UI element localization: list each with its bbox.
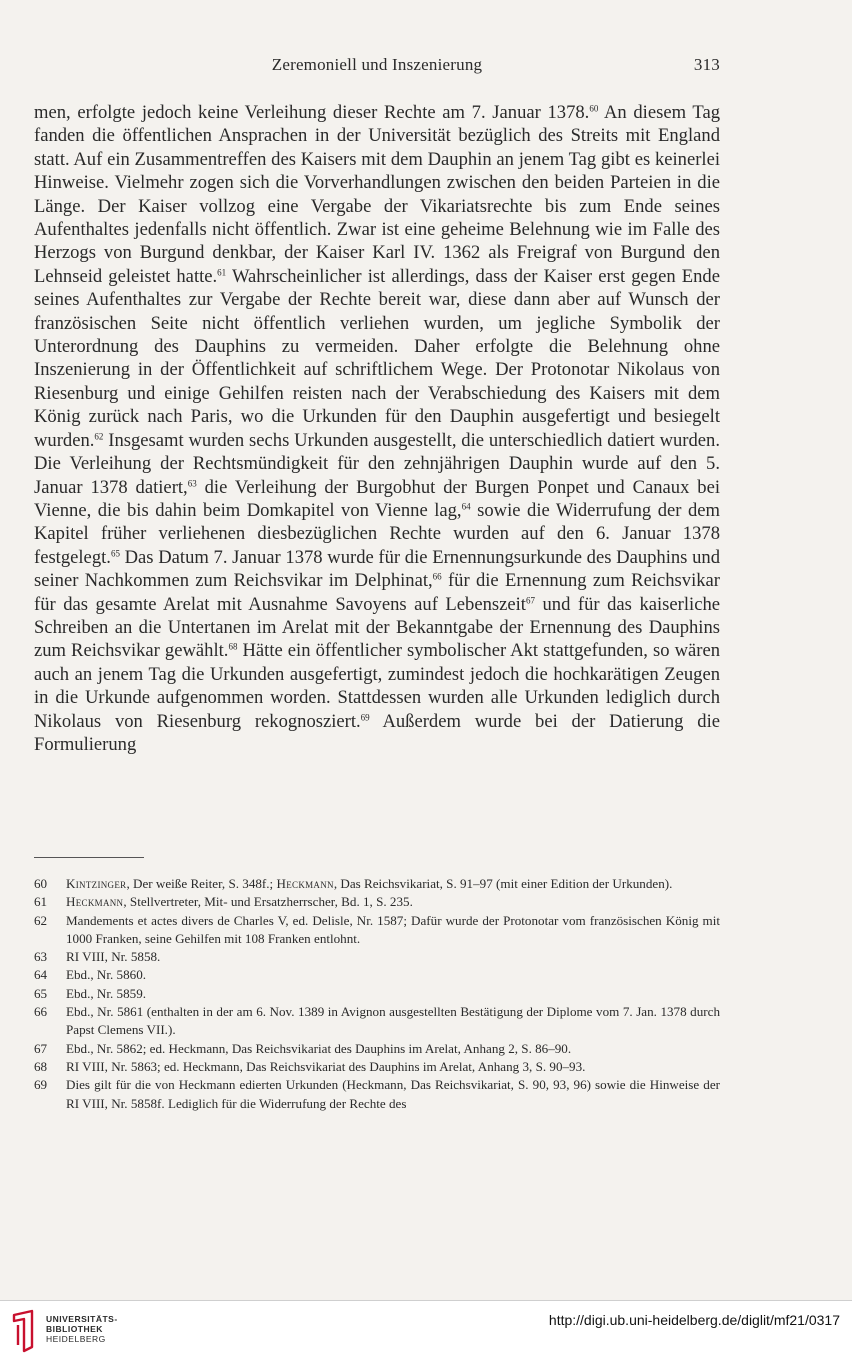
citation-text: , Stellvertreter, Mit- und Ersatzherrscher, Bd. 1, S. 235. [123, 894, 413, 910]
footnote-66 [34, 1003, 720, 1040]
footnote-ref-64[interactable]: 64 [461, 501, 471, 512]
library-name-line: BIBLIOTHEK [46, 1324, 103, 1334]
university-library-logo-icon[interactable] [10, 1307, 38, 1353]
footnote-ref-68[interactable]: 68 [228, 641, 238, 652]
footnote-text [66, 875, 720, 893]
permalink-url[interactable]: http://digi.ub.uni-heidelberg.de/diglit/mf21/0317 [548, 1312, 840, 1328]
footnote-number: 63 [34, 949, 48, 965]
text-run: Wahrscheinlicher ist allerdings, dass der Kaiser erst gegen Ende seines Aufenthaltes zur Vergabe der Rechte bereit war, diese dann aber auf Wunsch der französischen Seite nicht öffentlich verliehen wurden, um jegliche Symbolik der Unterordnung des Dauphins zu vermeiden. Daher erfolgte die Belehnung ohne Inszenierung in der Öffentlichkeit auf schriftlichem Wege. Der Protonotar Nikolaus von Riesenburg und einige Gehilfen reisten nach der Verabschiedung des Kaisers mit dem König zurück nach Paris, wo die Urkunden für den Dauphin ausgefertigt und besiegelt wurden. [34, 265, 720, 451]
footnote-text [66, 893, 720, 911]
footnotes [34, 875, 720, 1113]
footnote-ref-60[interactable]: 60 [589, 103, 599, 114]
footnote-text: Ebd., Nr. 5861 (enthalten in der am 6. Nov. 1389 in Avignon ausgestellten Bestätigung der Diplome vom 7. Jan. 1378 durch Papst Clemens VII.). [66, 1004, 720, 1038]
footnote-64 [34, 966, 720, 984]
footnote-text: Ebd., Nr. 5860. [66, 967, 147, 983]
footnote-number: 65 [34, 985, 48, 1001]
footnote-text: RI VIII, Nr. 5858. [66, 949, 161, 965]
text-run: An diesem Tag fanden die öffentlichen Ansprachen in der Universität bezüglich des Streits mit England statt. Auf ein Zusammentreffen des Kaisers mit dem Dauphin an jenem Tag gibt es keinerlei Hinweise. Vielmehr zogen sich die Vorverhandlungen zwischen den beiden Parteien in die Länge. Der Kaiser vollzog eine Vergabe der Vikariatsrechte bis zum Ende seines Aufenthaltes jedenfalls nicht öffentlich. Zwar ist eine geheime Belehnung wie im Falle des Herzogs von Burgund denkbar, der Kaiser Karl IV. 1362 als Freigraf von Burgund den Lehnseid geleistet hatte. [34, 102, 721, 287]
body-paragraph [34, 101, 720, 756]
footnote-61 [34, 893, 720, 911]
text-run: men, erfolgte jedoch keine Verleihung dieser Rechte am 7. Januar 1378. [34, 102, 590, 123]
footnote-ref-66[interactable]: 66 [432, 571, 442, 582]
footnote-number: 62 [34, 912, 48, 928]
viewer-footer [0, 1300, 852, 1363]
page-number: 313 [693, 55, 720, 74]
footnote-ref-65[interactable]: 65 [110, 547, 120, 558]
footnote-67 [34, 1040, 720, 1058]
footnote-ref-67[interactable]: 67 [525, 594, 535, 605]
footnote-60 [34, 875, 720, 893]
footnote-62 [34, 912, 720, 949]
text-run: Insgesamt wurden sechs Urkunden ausgestellt, die unterschiedlich datiert wurden. Die Verleihung der Rechtsmündigkeit für den zehnjährigen Dauphin wurde auf den 5. Januar 1378 datiert, [34, 429, 720, 498]
citation-text: , Der weiße Reiter, S. 348f.; [126, 876, 277, 891]
footnote-63 [34, 948, 720, 966]
footnote-text: Ebd., Nr. 5859. [66, 985, 147, 1001]
citation-text: , Das Reichsvikariat, S. 91–97 (mit einer Edition der Urkunden). [333, 876, 673, 891]
text-run: für die Ernennung zum Reichsvikar für das gesamte Arelat mit Ausnahme Savoyens auf Lebenszeit [34, 570, 720, 615]
text-run: Hätte ein öffentlicher symbolischer Akt stattgefunden, so wären auch an jenem Tag die Urkunden ausgefertigt, zumindest jedoch die hochkarätigen Zeugen in die Urkunde aufgenommen worden. Stattdessen wurden alle Urkunden lediglich durch Nikolaus von Riesenburg rekognosziert. [34, 640, 720, 732]
footnote-ref-63[interactable]: 63 [187, 477, 197, 488]
footnote-number: 69 [34, 1077, 48, 1093]
footnote-text: Ebd., Nr. 5862; ed. Heckmann, Das Reichsvikariat des Dauphins im Arelat, Anhang 2, S. 86–90. [66, 1040, 572, 1056]
footnote-65 [34, 985, 720, 1003]
library-name[interactable] [46, 1314, 118, 1344]
running-title: Zeremoniell und Inszenierung [271, 55, 483, 74]
footnote-ref-61[interactable]: 61 [217, 267, 227, 278]
page-header [34, 55, 720, 79]
footnote-number: 67 [34, 1040, 48, 1056]
footnote-68 [34, 1058, 720, 1076]
main-text [34, 101, 720, 756]
library-name-line: HEIDELBERG [46, 1334, 106, 1344]
text-run: Außerdem wurde bei der Datierung die Formulierung [34, 710, 720, 755]
footnote-number: 68 [34, 1058, 48, 1074]
footnote-number: 60 [34, 876, 48, 891]
footnote-divider [34, 857, 144, 858]
footnote-ref-62[interactable]: 62 [94, 430, 104, 441]
footnote-number: 64 [34, 967, 48, 983]
author-name: Heckmann [66, 894, 124, 910]
text-run: und für das kaiserliche Schreiben an die Untertanen im Arelat mit der Bekanntgabe der Ernennung des Dauphins zum Reichsvikar gewählt. [34, 593, 720, 662]
footnote-ref-69[interactable]: 69 [360, 711, 370, 722]
text-run: die Verleihung der Burgobhut der Burgen Ponpet und Canaux bei Vienne, die bis dahin beim Domkapitel von Vienne lag, [34, 476, 721, 521]
footnote-number: 66 [34, 1004, 48, 1020]
footnote-text: Dies gilt für die von Heckmann edierten Urkunden (Heckmann, Das Reichsvikariat, S. 90, 93, 96) sowie die Hinweise der RI VIII, Nr. 5858f. Lediglich für die Widerrufung der Rechte des [66, 1077, 720, 1111]
library-name-line: UNIVERSITÄTS- [46, 1314, 118, 1324]
footnote-text: Mandements et actes divers de Charles V, ed. Delisle, Nr. 1587; Dafür wurde der Protonotar vom französischen König mit 1000 Franken, seine Gehilfen mit 108 Franken entlohnt. [66, 912, 720, 946]
author-name: Heckmann [276, 876, 334, 891]
footnote-69 [34, 1076, 720, 1113]
text-run: sowie die Widerrufung der dem Kapitel früher verliehenen diesbezüglichen Rechte wurden auf den 6. Januar 1378 festgelegt. [34, 499, 721, 568]
footnote-text: RI VIII, Nr. 5863; ed. Heckmann, Das Reichsvikariat des Dauphins im Arelat, Anhang 3, S. 90–93. [66, 1058, 586, 1074]
author-name: Kintzinger [66, 876, 127, 891]
text-run: Das Datum 7. Januar 1378 wurde für die Ernennungsurkunde des Dauphins und seiner Nachkommen zum Reichsvikar im Delphinat, [34, 546, 720, 592]
footnote-number: 61 [34, 894, 48, 910]
